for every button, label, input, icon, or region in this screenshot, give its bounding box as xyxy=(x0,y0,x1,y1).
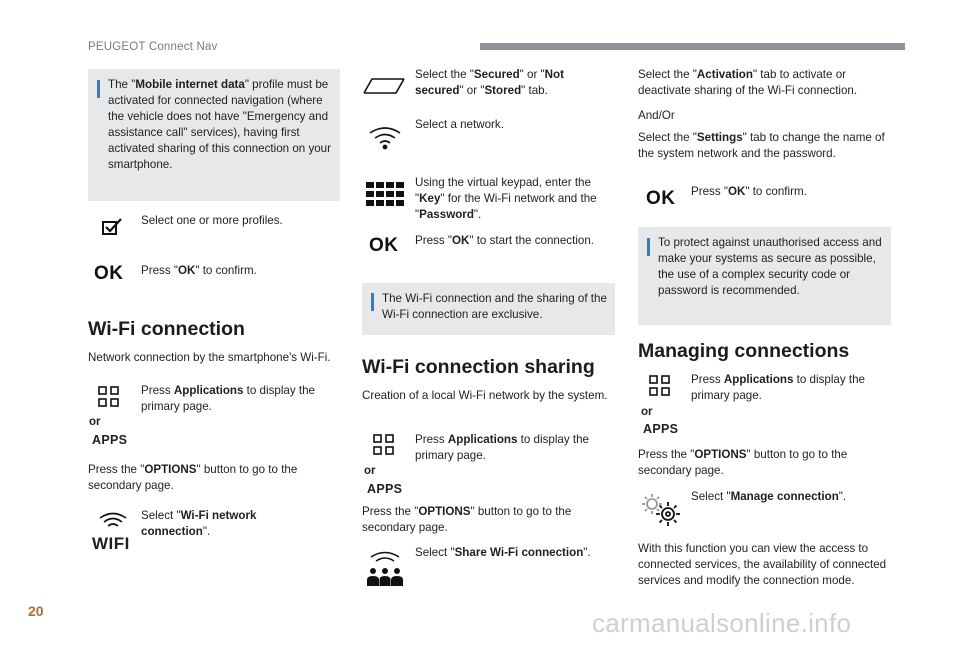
wifi-icon xyxy=(98,512,128,530)
note-text: To protect against unauthorised access and make your systems as secure as possible, the use of a complex security code or password is recommended. xyxy=(658,236,882,297)
wifi-signal-icon xyxy=(368,126,402,150)
step-press-options: Press the "OPTIONS" button to go to the secondary page. xyxy=(362,505,572,534)
tab-selector-icon xyxy=(362,76,406,96)
step-press-options: Press the "OPTIONS" button to go to the secondary page. xyxy=(638,448,848,477)
applications-grid-icon xyxy=(373,434,395,456)
applications-grid-icon xyxy=(98,386,120,408)
info-icon xyxy=(647,238,650,256)
step-start-connection: Press "OK" to start the connection. xyxy=(415,234,595,247)
step-select-profiles: Select one or more profiles. xyxy=(141,214,283,227)
wifi-label: WIFI xyxy=(92,534,130,553)
step-confirm-ok: Press "OK" to confirm. xyxy=(691,185,807,198)
ok-icon: OK xyxy=(369,235,399,256)
apps-label: APPS xyxy=(643,422,679,436)
heading-wifi-connection: Wi-Fi connection xyxy=(88,318,245,340)
apps-label: APPS xyxy=(367,482,403,496)
or-label: or xyxy=(364,465,376,477)
ok-icon: OK xyxy=(646,188,676,209)
info-note-exclusive xyxy=(362,283,615,335)
step-select-tab: Select the "Secured" or "Not secured" or "Stored" tab. xyxy=(415,68,564,97)
note-text: The "Mobile internet data" profile must be activated for connected navigation (where the vehicle does not have "Emergency and assistance call" services), having first activated sharing of this connection on your smartphone. xyxy=(108,78,331,171)
applications-grid-icon xyxy=(649,375,671,397)
intro-wifi-sharing: Creation of a local Wi-Fi network by the system. xyxy=(362,389,608,402)
info-icon xyxy=(97,80,100,98)
ok-icon: OK xyxy=(94,263,124,284)
heading-managing-connections: Managing connections xyxy=(638,340,850,362)
step-confirm-ok: Press "OK" to confirm. xyxy=(141,264,257,277)
info-note-mobile-data xyxy=(88,69,340,201)
step-manage-connection: Select "Manage connection". xyxy=(691,490,847,503)
gears-settings-icon xyxy=(640,492,682,528)
step-press-applications: Press Applications to display the primary page. xyxy=(415,433,589,462)
virtual-keypad-icon xyxy=(366,182,404,206)
info-icon xyxy=(371,293,374,311)
step-enter-key-password: Using the virtual keypad, enter the "Key" for the Wi-Fi network and the "Password". xyxy=(415,176,597,221)
info-note-security xyxy=(638,227,891,325)
para-and-or: And/Or xyxy=(638,109,675,122)
step-select-network: Select a network. xyxy=(415,118,504,131)
or-label: or xyxy=(641,406,653,418)
note-text: The Wi-Fi connection and the sharing of the Wi-Fi connection are exclusive. xyxy=(382,292,607,321)
apps-label: APPS xyxy=(92,433,128,447)
step-share-wifi: Select "Share Wi-Fi connection". xyxy=(415,546,591,559)
para-settings-tab: Select the "Settings" tab to change the name of the system network and the password. xyxy=(638,131,885,160)
step-press-options: Press the "OPTIONS" button to go to the secondary page. xyxy=(88,463,298,492)
or-label: or xyxy=(89,416,101,428)
running-header-title: PEUGEOT Connect Nav xyxy=(88,41,218,53)
step-press-applications: Press Applications to display the primary page. xyxy=(141,384,315,413)
header-bar xyxy=(480,43,905,50)
page-number: 20 xyxy=(28,603,44,619)
heading-wifi-connection-sharing: Wi-Fi connection sharing xyxy=(362,356,595,378)
para-activation-tab: Select the "Activation" tab to activate or deactivate sharing of the Wi-Fi connection. xyxy=(638,68,858,97)
para-function-description: With this function you can view the access to connected services, the availability of connected services and modify the connection mode. xyxy=(638,542,887,587)
share-wifi-icon xyxy=(366,550,404,588)
watermark: carmanualsonline.info xyxy=(592,608,852,638)
intro-wifi-connection: Network connection by the smartphone's Wi-Fi. xyxy=(88,351,331,364)
checkbox-select-icon xyxy=(101,217,125,237)
step-select-wifi-network: Select "Wi-Fi network connection". xyxy=(141,509,257,538)
step-press-applications: Press Applications to display the primary page. xyxy=(691,373,865,402)
